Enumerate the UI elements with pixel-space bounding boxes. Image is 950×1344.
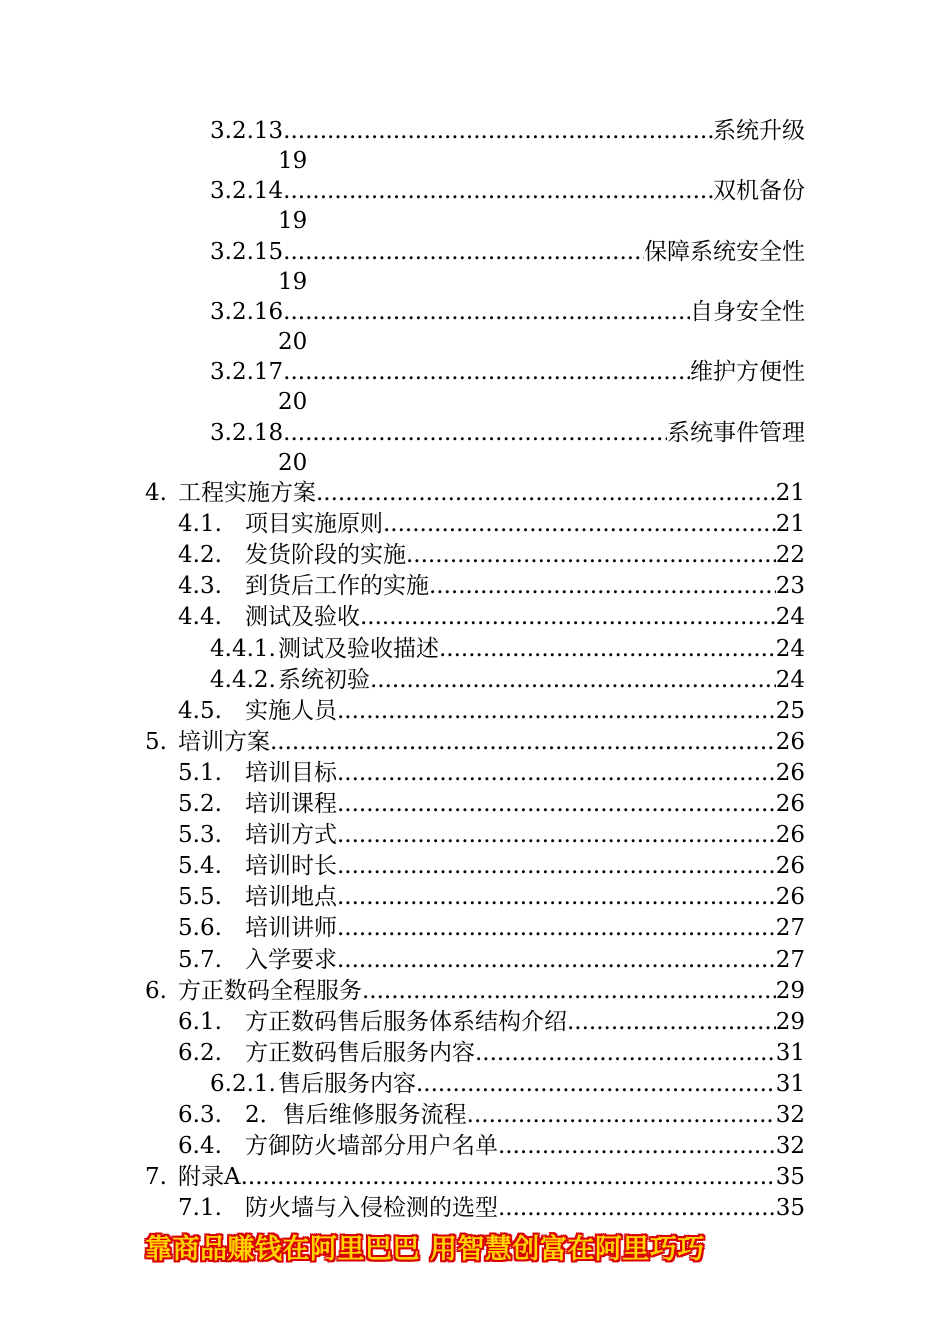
toc-entry-title: 入学要求 [245,946,337,973]
toc-entry-number: 3.2.14. [210,178,291,205]
toc-leader-dots [467,1100,776,1131]
toc-line [178,1131,805,1162]
toc-entry-title: 项目实施原则 [245,511,383,538]
toc-entry-number: 6.1. [178,1008,222,1035]
toc-entry-page: 20 [278,389,308,416]
toc-entry-page: 27 [775,946,805,973]
toc-subentry [210,297,805,328]
toc-entry-number: 3.2.13. [210,118,291,144]
toc-entry-title: 维护方便性 [690,359,805,386]
toc-leader-dots [498,1193,776,1224]
toc-entry-page: 32 [775,1102,805,1128]
toc-leader-dots [337,789,776,820]
toc-entry-page: 27 [775,915,805,942]
toc-entry-number: 4.5. [178,697,222,724]
toc-entry-title: 培训方案 [178,728,270,755]
toc-entry-page: 31 [775,1070,805,1097]
toc-entry [178,540,805,571]
toc-entry-title: 方正数码售后服务体系结构介绍 [245,1008,567,1035]
toc-leader-dots [316,478,776,509]
toc-leader-dots [337,820,776,851]
toc-entry [210,665,805,696]
toc-entry [210,1069,805,1100]
toc-entry-page: 35 [775,1195,805,1222]
toc-line [178,1007,805,1038]
toc-leader-dots [290,357,690,388]
toc-entry-title: 培训地点 [245,884,337,911]
toc-entry-title: 系统事件管理 [667,419,805,446]
toc-entry [178,602,805,633]
toc-subentry [210,357,805,388]
toc-leader-dots [439,634,776,665]
toc-leader-dots [290,418,667,449]
toc-entry [178,882,805,913]
toc-leader-dots [416,1069,776,1100]
toc-entry-number: 5.6. [178,915,222,942]
toc-leader-dots [270,727,776,758]
toc-line [178,540,805,571]
toc-leader-dots [337,945,776,976]
toc-line [178,602,805,633]
toc-entry-number: 3.2.17. [210,359,291,386]
toc-entry-page: 21 [775,480,805,506]
toc-entry-number: 7. [145,1164,167,1191]
toc-entry-page: 20 [278,449,308,476]
toc-entry-title: 培训时长 [245,853,337,880]
toc-line [210,176,805,207]
toc-entry-number: 5.4. [178,853,222,880]
toc-entry-number: 5.7. [178,946,222,973]
toc-entry-title: 发货阶段的实施 [245,542,406,569]
toc-entry-page: 19 [278,148,308,174]
toc-entry [145,478,805,509]
toc-entry-page: 29 [775,1008,805,1035]
toc-entry-number: 6.4. [178,1133,222,1160]
toc-entry-number: 3.2.16. [210,298,291,325]
toc-line [210,634,805,665]
toc-entry-title: 培训目标 [245,759,337,786]
toc-leader-dots [475,1038,776,1069]
toc-leader-dots [370,665,776,696]
toc-entry-title: 双机备份 [713,178,805,205]
toc-line [210,297,805,328]
toc-subentry [210,116,805,147]
toc-entry-page: 25 [775,697,805,724]
toc-entry [178,571,805,602]
toc-line [210,418,805,449]
toc-line [178,882,805,913]
toc-entry-number: 6.3. [178,1102,222,1128]
toc-entry-number: 7.1. [178,1195,222,1222]
toc-entry-title: 培训讲师 [245,915,337,942]
toc-entry-title: 到货后工作的实施 [245,573,429,600]
toc-leader-dots [429,571,776,602]
toc-entry-page: 24 [775,604,805,631]
toc-line [178,509,805,540]
toc-entry [210,634,805,665]
toc-leader-dots [406,540,776,571]
toc-entry [178,1100,805,1131]
toc-entry-number: 6.2.1. [210,1070,276,1097]
toc-entry-page: 26 [775,853,805,880]
toc-entry-number: 6. [145,977,167,1004]
toc-entry-title: 防火墙与入侵检测的选型 [245,1195,498,1222]
toc-leader-dots [290,116,713,147]
toc-leader-dots [337,758,776,789]
toc-entry-page: 23 [775,573,805,600]
toc-entry-page: 26 [775,884,805,911]
toc-entry [178,1038,805,1069]
toc-line [178,1038,805,1069]
toc-entry [145,727,805,758]
toc-entry-number: 6.2. [178,1039,222,1066]
toc-entry-page: 24 [775,666,805,693]
toc-entry-number: 4.2. [178,542,222,569]
toc-entry-title: 方御防火墙部分用户名单 [245,1133,498,1160]
toc-line [178,789,805,820]
toc-entry [178,696,805,727]
toc-line [178,1193,805,1224]
toc-entry-number: 5.2. [178,791,222,817]
toc-leader-dots [362,976,776,1007]
toc-entry-title: 系统升级 [713,118,805,144]
toc-line [178,913,805,944]
toc-leader-dots [241,1162,776,1193]
toc-entry-title: 系统初验 [278,666,370,693]
toc-entry-title: 工程实施方案 [178,480,316,506]
toc-entry [178,913,805,944]
toc-entry-page: 35 [775,1164,805,1191]
toc-line [178,820,805,851]
toc-line [210,357,805,388]
toc-entry-title: 实施人员 [245,697,337,724]
toc-entry [145,1162,805,1193]
toc-leader-dots [337,913,776,944]
toc-leader-dots [383,509,776,540]
toc-entry-number: 3.2.15. [210,238,291,265]
toc-entry-number: 5. [145,728,167,755]
toc-entry-number: 5.3. [178,822,222,849]
toc-entry-title: 方正数码全程服务 [178,977,362,1004]
toc-entry-number: 4.1. [178,511,222,538]
toc-entry [178,820,805,851]
toc-entry-number: 3.2.18. [210,419,291,446]
toc-line [178,945,805,976]
toc-line [210,237,805,268]
toc-line [178,1100,805,1131]
toc-leader-dots [290,176,713,207]
toc-line [145,1162,805,1193]
toc-entry [145,976,805,1007]
toc-entry-title: 自身安全性 [690,298,805,325]
toc-entry-title: 培训课程 [245,791,337,817]
toc-entry-page: 29 [775,977,805,1004]
toc-entry-page: 26 [775,728,805,755]
toc-entry [178,945,805,976]
toc-line [178,571,805,602]
toc-line [178,758,805,789]
toc-leader-dots [337,851,776,882]
toc-entry [178,1007,805,1038]
toc-entry-title: 测试及验收描述 [278,635,439,662]
toc-entry-number: 4.4. [178,604,222,631]
toc-entry-title: 测试及验收 [245,604,360,631]
toc-entry-number: 4.3. [178,573,222,600]
toc-entry-title: 方正数码售后服务内容 [245,1039,475,1066]
toc-leader-dots [360,602,776,633]
toc-entry-page: 21 [775,511,805,538]
toc-line [210,116,805,147]
toc-line [210,1069,805,1100]
toc-entry-title: 2．售后维修服务流程 [245,1102,467,1128]
toc-entry-title: 附录A [178,1164,241,1191]
advertisement-banner: 靠商品赚钱在阿里巴巴 用智慧创富在阿里巧巧 [145,1234,705,1265]
toc-line [145,976,805,1007]
toc-entry-page: 26 [775,759,805,786]
toc-entry-page: 20 [278,328,308,355]
toc-leader-dots [498,1131,776,1162]
toc-entry [178,509,805,540]
toc-entry-number: 4. [145,480,167,506]
toc-line [178,696,805,727]
toc-entry-number: 5.1. [178,759,222,786]
toc-entry [178,1131,805,1162]
toc-entry [178,1193,805,1224]
toc-entry-page: 31 [775,1039,805,1066]
toc-leader-dots [290,237,644,268]
toc-subentry [210,418,805,449]
toc-entry-number: 4.4.2. [210,666,276,693]
toc-leader-dots [567,1007,776,1038]
toc-entry-page: 22 [775,542,805,569]
toc-entry-title: 培训方式 [245,822,337,849]
toc-entry-page: 19 [278,268,308,295]
toc-line [145,478,805,509]
toc-entry-page: 24 [775,635,805,662]
toc-line [210,665,805,696]
toc-subentry [210,176,805,207]
toc-leader-dots [290,297,690,328]
toc-entry-page: 32 [775,1133,805,1160]
toc-entry-number: 5.5. [178,884,222,911]
toc-entry [178,851,805,882]
toc-line [145,727,805,758]
toc-leader-dots [337,696,776,727]
toc-subentry [210,237,805,268]
toc-entry-page: 19 [278,208,308,235]
toc-entry-title: 保障系统安全性 [644,238,805,265]
toc-entry-page: 26 [775,791,805,817]
toc-entry-number: 4.4.1. [210,635,276,662]
toc-entry [178,789,805,820]
toc-entry-page: 26 [775,822,805,849]
toc-line [178,851,805,882]
toc-entry [178,758,805,789]
toc-entry-title: 售后服务内容 [278,1070,416,1097]
toc-leader-dots [337,882,776,913]
